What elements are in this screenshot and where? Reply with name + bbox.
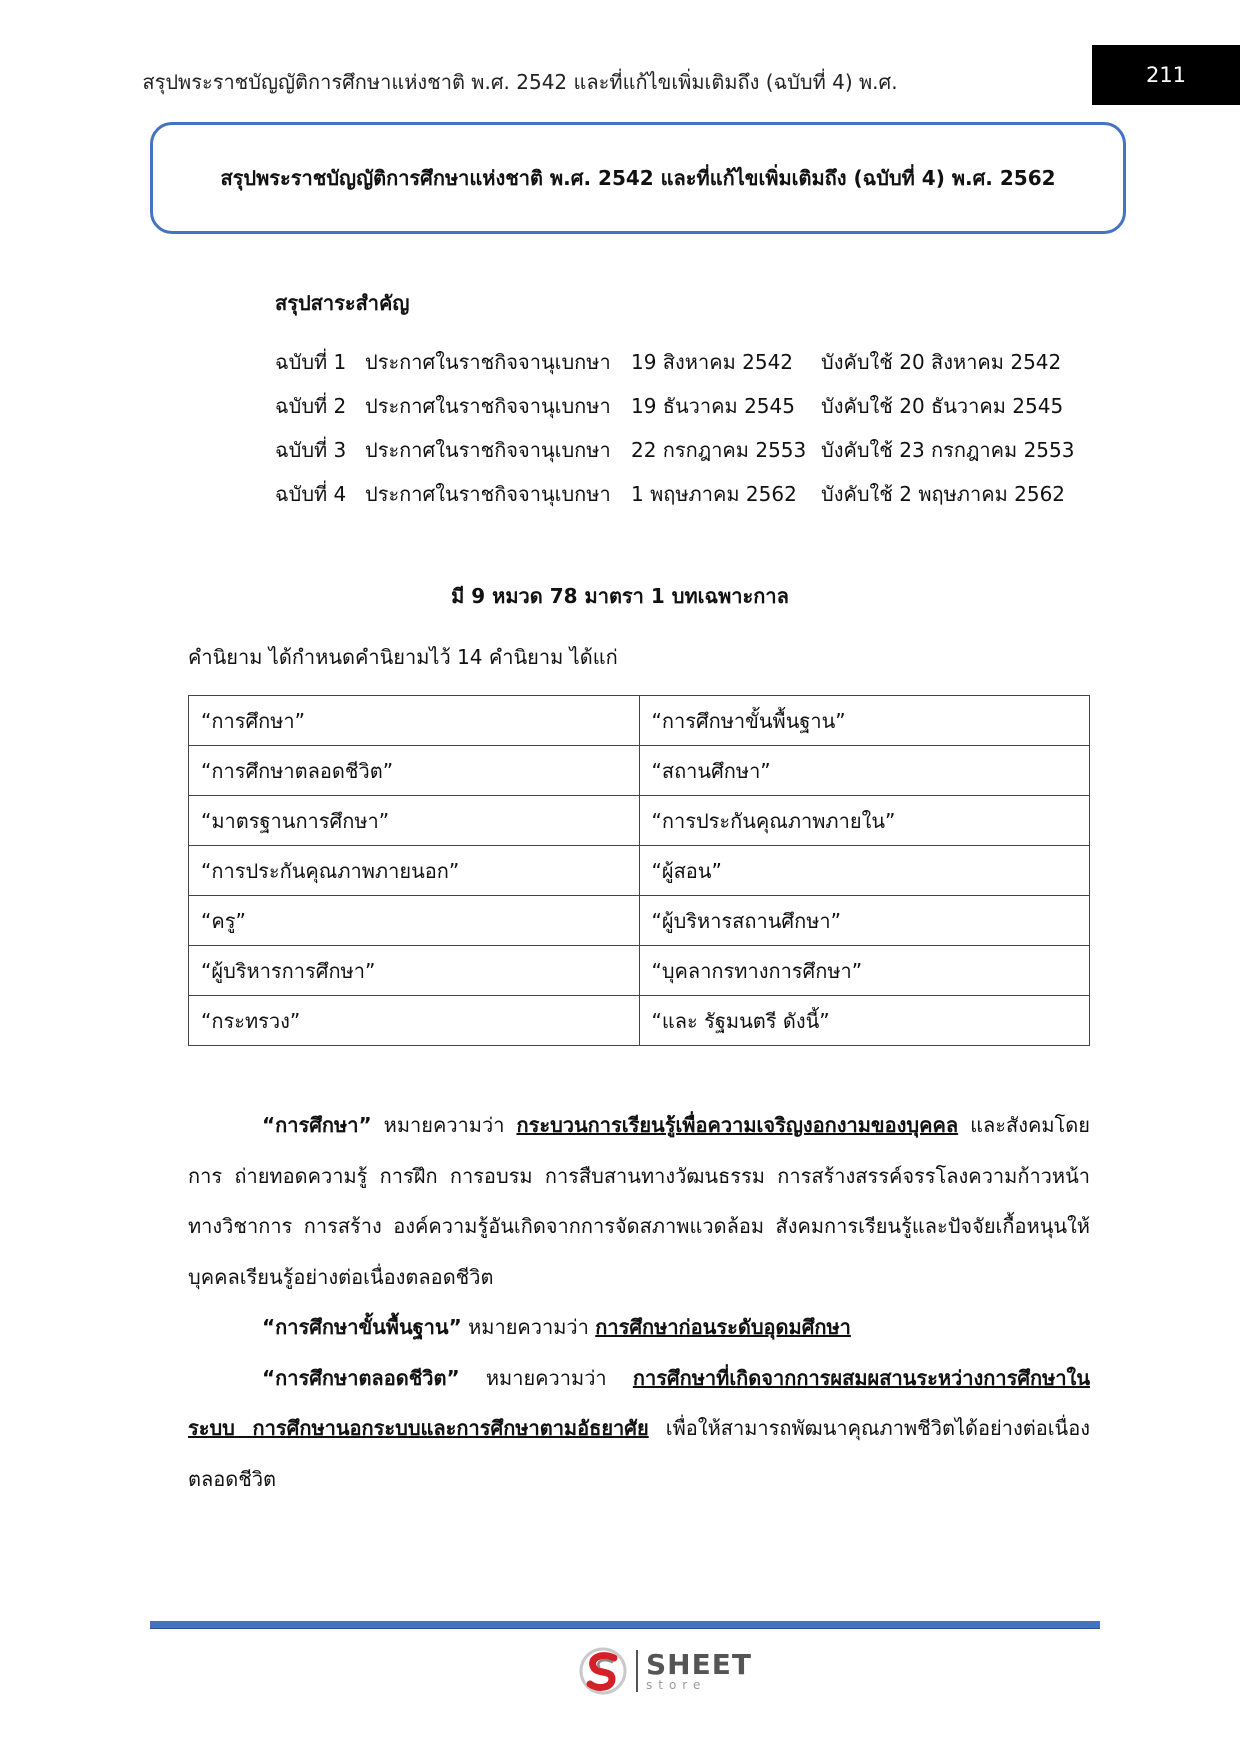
edition-date: 19 สิงหาคม 2542 [631, 350, 794, 374]
sheet-store-logo [578, 1646, 752, 1696]
table-cell: “การประกันคุณภาพภายใน” [639, 796, 1090, 846]
table-cell: “ผู้บริหารสถานศึกษา” [639, 896, 1090, 946]
table-cell: “สถานศึกษา” [639, 746, 1090, 796]
table-cell: “ครู” [189, 896, 640, 946]
definition-term: “การศึกษาขั้นพื้นฐาน” [262, 1315, 462, 1339]
edition-effective: บังคับใช้ 2 พฤษภาคม 2562 [821, 482, 1066, 506]
footer-rule [150, 1621, 1100, 1629]
edition-effective: บังคับใช้ 20 ธันวาคม 2545 [821, 394, 1064, 418]
definition-paragraph [188, 1100, 1090, 1302]
edition-effective: บังคับใช้ 23 กรกฎาคม 2553 [821, 438, 1075, 462]
definition-connector: หมายความว่า [461, 1315, 596, 1339]
definition-paragraph [188, 1302, 1090, 1353]
definition-connector: หมายความว่า [459, 1365, 633, 1390]
logo-main-text: SHEET [646, 1648, 752, 1681]
table-cell: “บุคลากรทางการศึกษา” [639, 946, 1090, 996]
definition-emphasis: การศึกษาที่เกิดจากการผสมผสานระหว่างการศึกษาในระบบ การศึกษานอกระบบและการศึกษาตามอัธยาศัย [188, 1365, 1090, 1440]
definition-term: “การศึกษาตลอดชีวิต” [262, 1365, 460, 1390]
edition-number: ฉบับที่ 2 [275, 394, 347, 418]
edition-date: 22 กรกฎาคม 2553 [631, 438, 807, 462]
edition-row [275, 384, 1095, 428]
logo-sub-text: store [646, 1678, 707, 1692]
edition-published: ประกาศในราชกิจจานุเบกษา [365, 482, 611, 506]
definition-connector: หมายความว่า [371, 1113, 517, 1137]
table-cell: “การศึกษาขั้นพื้นฐาน” [639, 696, 1090, 746]
definition-emphasis: การศึกษาก่อนระดับอุดมศึกษา [595, 1315, 851, 1339]
definition-text: เพื่อให้สามารถพัฒนาคุณภาพชีวิตได้อย่างต่อเนื่องตลอดชีวิต [188, 1416, 1090, 1491]
table-cell: “การศึกษาตลอดชีวิต” [189, 746, 640, 796]
logo-text [646, 1648, 752, 1692]
sheet-s-logo-icon [578, 1646, 628, 1696]
table-cell: “กระทรวง” [189, 996, 640, 1046]
definition-term: “การศึกษา” [262, 1113, 372, 1137]
edition-effective: บังคับใช้ 20 สิงหาคม 2542 [821, 350, 1062, 374]
page-number: 211 [1092, 45, 1240, 105]
definition-paragraph [188, 1353, 1090, 1505]
table-row [189, 946, 1090, 996]
edition-number: ฉบับที่ 4 [275, 482, 347, 506]
edition-published: ประกาศในราชกิจจานุเบกษา [365, 438, 611, 462]
edition-published: ประกาศในราชกิจจานุเบกษา [365, 394, 611, 418]
table-row [189, 846, 1090, 896]
table-row [189, 796, 1090, 846]
edition-number: ฉบับที่ 3 [275, 438, 347, 462]
running-header: สรุปพระราชบัญญัติการศึกษาแห่งชาติ พ.ศ. 2542 และที่แก้ไขเพิ่มเติมถึง (ฉบับที่ 4) พ.ศ. [142, 70, 898, 94]
edition-row [275, 472, 1095, 516]
terms-table [188, 695, 1090, 1046]
summary-heading: สรุปสาระสำคัญ [275, 291, 410, 315]
table-cell: “และ รัฐมนตรี ดังนี้” [639, 996, 1090, 1046]
edition-date: 1 พฤษภาคม 2562 [631, 482, 797, 506]
edition-row [275, 428, 1095, 472]
table-cell: “ผู้บริหารการศึกษา” [189, 946, 640, 996]
definition-emphasis: กระบวนการเรียนรู้เพื่อความเจริญงอกงามของบุคคล [516, 1113, 959, 1137]
table-cell: “มาตรฐานการศึกษา” [189, 796, 640, 846]
document-title: สรุปพระราชบัญญัติการศึกษาแห่งชาติ พ.ศ. 2542 และที่แก้ไขเพิ่มเติมถึง (ฉบับที่ 4) พ.ศ. 2562 [220, 166, 1056, 190]
structure-line: มี 9 หมวด 78 มาตรา 1 บทเฉพาะกาล [451, 584, 789, 608]
title-box [150, 122, 1126, 234]
table-row [189, 696, 1090, 746]
definitions-body [188, 1100, 1090, 1504]
edition-date: 19 ธันวาคม 2545 [631, 394, 795, 418]
definitions-intro: คำนิยาม ได้กำหนดคำนิยามไว้ 14 คำนิยาม ได้แก่ [188, 645, 618, 669]
editions-list [275, 340, 1095, 516]
table-cell: “ผู้สอน” [639, 846, 1090, 896]
logo-divider [636, 1650, 638, 1692]
edition-number: ฉบับที่ 1 [275, 350, 347, 374]
edition-row [275, 340, 1095, 384]
table-cell: “การศึกษา” [189, 696, 640, 746]
table-row [189, 896, 1090, 946]
table-row [189, 746, 1090, 796]
table-cell: “การประกันคุณภาพภายนอก” [189, 846, 640, 896]
table-row [189, 996, 1090, 1046]
edition-published: ประกาศในราชกิจจานุเบกษา [365, 350, 611, 374]
definition-text: และสังคมโดยการ ถ่ายทอดความรู้ การฝึก การอบรม การสืบสานทางวัฒนธรรม การสร้างสรรค์จรรโลงความก้าวหน้าทางวิชาการ การสร้าง องค์ความรู้อันเกิดจากการจัดสภาพแวดล้อม สังคมการเรียนรู้และปัจจัยเกื้อหนุนให้บุคคลเรียนรู้อย่างต่อเนื่องตลอดชีวิต [188, 1113, 1091, 1289]
